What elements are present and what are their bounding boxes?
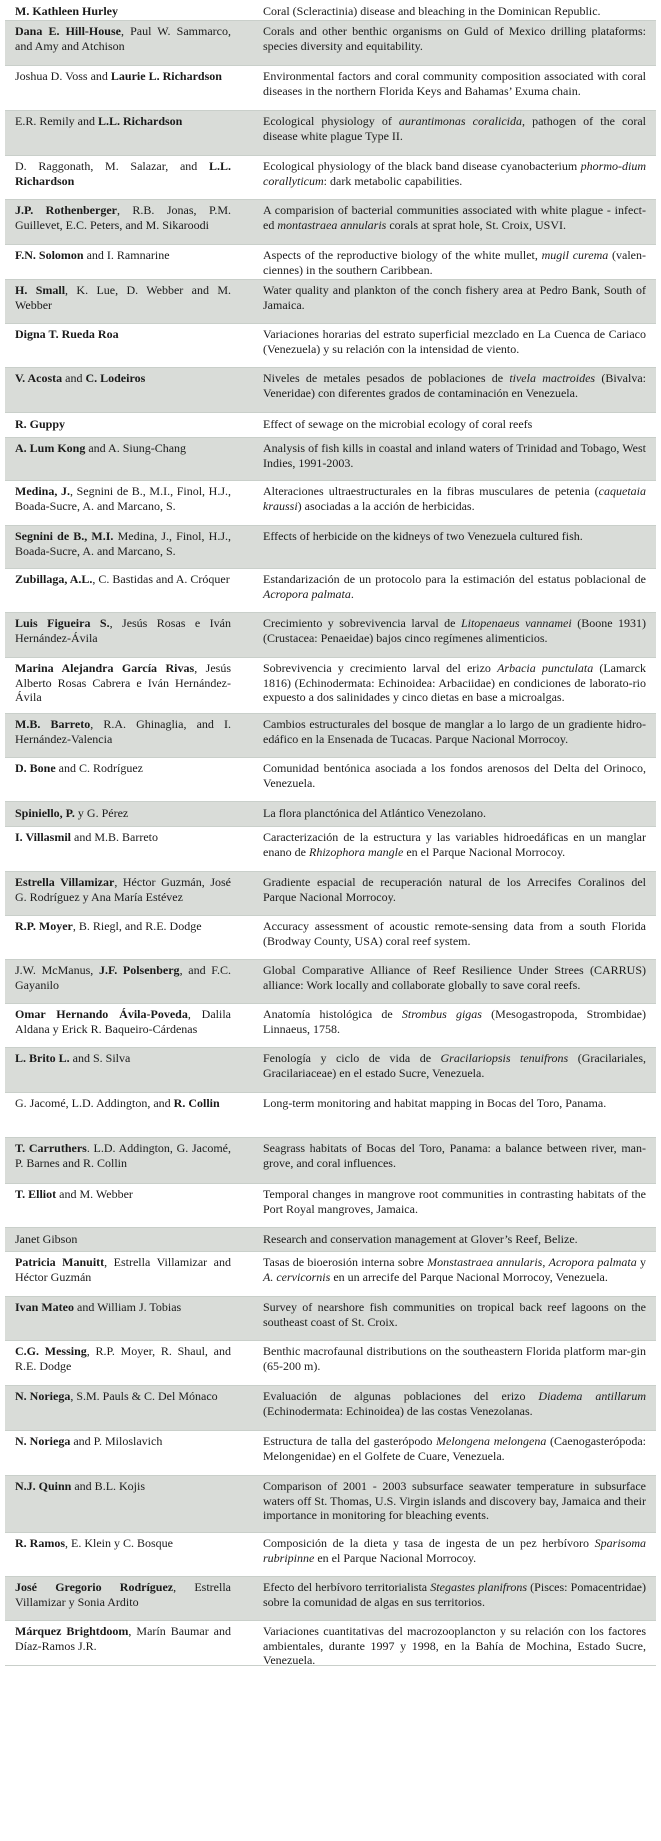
text-run: (Bivalva: Veneridae) con diferentes grados de contaminación en Venezuela. xyxy=(263,371,646,400)
title-cell xyxy=(239,111,650,155)
text-run: (Lamarck 1816) (Echinodermata: Echinoidea: Arbaciidae) en condiciones de laborato-rio expuesto a dos salinidades y cinco dietas en base a microalgas. xyxy=(263,661,646,704)
authors-cell xyxy=(11,916,239,959)
authors-cell xyxy=(11,872,239,915)
authors-cell xyxy=(11,1533,239,1576)
bold-text: F.N. Solomon xyxy=(15,248,84,262)
text-run: Benthic macrofaunal distributions on the southeastern Florida platform mar-gin (65-200 m). xyxy=(263,1344,646,1373)
text-run: , Héctor Guzmán, José G. Rodríguez y Ana María Estévez xyxy=(15,875,231,904)
bold-text: José Gregorio Rodríguez xyxy=(15,1580,174,1594)
bold-text: J.F. Polsenberg xyxy=(98,963,180,977)
table-row xyxy=(5,368,656,413)
table-row xyxy=(5,1138,656,1184)
title-cell xyxy=(239,1577,650,1620)
text-run: and I. Ramnarine xyxy=(83,248,170,262)
bold-text: Marina Alejandra García Rivas xyxy=(15,661,195,675)
text-run: Fenología y ciclo de vida de xyxy=(263,1051,441,1065)
bold-text: R. Guppy xyxy=(15,417,66,431)
text-run: (Caenogasterópoda: Melongenidae) en el Golfete de Cuare, Venezuela. xyxy=(263,1434,647,1463)
bold-text: N. Noriega xyxy=(15,1389,71,1403)
italic-text: Arbacia punctulata xyxy=(497,661,594,675)
bold-text: Estrella Villamizar xyxy=(15,875,115,889)
title-cell xyxy=(239,0,650,20)
text-run: , Estrella Villamizar y Sonia Ardito xyxy=(15,1580,231,1609)
bold-text: Omar Hernando Ávila-Poveda xyxy=(15,1007,188,1021)
table-row xyxy=(5,960,656,1004)
title-cell xyxy=(239,802,650,826)
bold-text: H. Small xyxy=(15,283,66,297)
italic-text: Rhizophora mangle xyxy=(308,844,404,859)
title-cell xyxy=(239,1533,650,1576)
bold-text: D. Bone xyxy=(15,761,56,775)
authors-cell xyxy=(11,21,239,65)
text-run: Temporal changes in mangrove root communities in contrasting habitats of the Port Royal mangroves, Jamaica. xyxy=(263,1187,646,1216)
italic-text: Stegastes planifrons xyxy=(430,1580,528,1594)
table-row xyxy=(5,1476,656,1533)
italic-text: montastraea annularis xyxy=(277,217,387,232)
authors-cell xyxy=(11,111,239,155)
table-row xyxy=(5,200,656,245)
authors-cell xyxy=(11,0,239,20)
italic-text: phormo-dium corallyticum xyxy=(263,159,646,188)
text-run: A comparision of bacterial communities associated with white plague - infect-ed xyxy=(263,203,646,232)
bold-text: N. Noriega xyxy=(15,1434,71,1448)
text-run: Accuracy assessment of acoustic remote-sensing data from a south Florida (Brodway County, USA) coral reef system. xyxy=(263,919,646,948)
text-run: Aspects of the reproductive biology of the white mullet, xyxy=(263,248,542,262)
bold-text: Segnini de B., M.I. xyxy=(15,529,114,543)
text-run: La flora planctónica del Atlántico Venezolano. xyxy=(263,806,487,820)
authors-cell xyxy=(11,280,239,323)
bold-text: C.G. Messing xyxy=(15,1344,87,1358)
italic-text: Diadema antillarum xyxy=(538,1389,647,1403)
text-run: y xyxy=(636,1255,647,1269)
text-run: , R.P. Moyer, R. Shaul, and R.E. Dodge xyxy=(15,1344,231,1373)
text-run: , R.A. Ghinaglia, and I. Hernández-Valencia xyxy=(15,717,232,746)
bold-text: T. Elliot xyxy=(15,1187,57,1201)
bold-text: N.J. Quinn xyxy=(15,1479,72,1493)
text-run: Niveles de metales pesados de poblaciones de xyxy=(263,371,510,385)
table-row xyxy=(5,1431,656,1476)
text-run: Seagrass habitats of Bocas del Toro, Panama: a balance between river, man-grove, and coral influences. xyxy=(263,1141,646,1170)
text-run: y G. Pérez xyxy=(74,806,129,820)
italic-text: Litopenaeus vannamei xyxy=(460,616,572,630)
text-run: : dark metabolic capabilities. xyxy=(323,173,463,188)
table-row xyxy=(5,758,656,802)
italic-text: A. cervicornis xyxy=(263,1269,331,1284)
authors-cell xyxy=(11,245,239,279)
text-run: Gradiente espacial de recuperación natural de los Arrecifes Coralinos del Parque Nacional Morrocoy. xyxy=(263,875,646,904)
authors-cell xyxy=(11,66,239,110)
table-row xyxy=(5,413,656,438)
title-cell xyxy=(239,613,650,657)
bold-text: Digna T. Rueda Roa xyxy=(15,327,119,341)
title-cell xyxy=(239,1476,650,1532)
text-run: Efecto del herbívoro territorialista xyxy=(263,1580,431,1594)
title-cell xyxy=(239,1138,650,1183)
table-row xyxy=(5,569,656,613)
italic-text: mugil curema xyxy=(541,248,609,262)
italic-text: Sparisoma rubripinne xyxy=(263,1536,646,1565)
authors-cell xyxy=(11,1386,239,1430)
italic-text: Monstastraea annularis xyxy=(427,1255,543,1269)
text-run: , Marín Baumar and Díaz-Ramos J.R. xyxy=(15,1624,231,1653)
text-run: Cambios estructurales del bosque de manglar a lo largo de un gradiente hidro-edáfico en la Ensenada de Tucacas. Parque Nacional Morrocoy. xyxy=(263,717,646,746)
text-run: and S. Silva xyxy=(69,1051,131,1065)
authors-cell xyxy=(11,1048,239,1092)
text-run: , Segnini de B., M.I., Finol, H.J., Boada-Sucre, A. and Marcano, S. xyxy=(15,484,231,513)
text-run: , Jesús Rosas e Iván Hernández-Ávila xyxy=(15,616,232,645)
table-row xyxy=(5,1252,656,1297)
text-run: Coral (Scleractinia) disease and bleaching in the Dominican Republic. xyxy=(263,4,601,18)
text-run: Ecological physiology of xyxy=(263,114,399,128)
italic-text: caquetaia kraussi xyxy=(263,484,646,513)
title-cell xyxy=(239,658,650,713)
text-run: and M.B. Barreto xyxy=(71,830,158,844)
bold-text: Patricia Manuitt xyxy=(15,1255,105,1269)
table-row xyxy=(5,156,656,200)
italic-text: Melongena melongena xyxy=(436,1434,547,1448)
text-run: , and F.C. Gayanilo xyxy=(15,963,232,992)
text-run: Global Comparative Alliance of Reef Resilience Under Strees (CARRUS) alliance: Work locally and collaborate globally to save coral reefs. xyxy=(263,963,646,992)
table-row xyxy=(5,613,656,658)
text-run: (Pisces: Pomacentridae) sobre la comunidad de algas en sus territorios. xyxy=(263,1580,646,1609)
text-run: Joshua D. Voss and xyxy=(15,69,111,83)
table-row xyxy=(5,21,656,66)
text-run: , K. Lue, D. Webber and M. Webber xyxy=(15,283,232,312)
text-run: , S.M. Pauls & C. Del Mónaco xyxy=(70,1389,218,1403)
text-run: ) asociadas a la acción de herbicidas. xyxy=(297,498,475,513)
text-run: Alteraciones ultraestructurales en la fibras musculares de petenia ( xyxy=(263,484,599,498)
title-cell xyxy=(239,1252,650,1296)
title-cell xyxy=(239,1228,650,1251)
authors-cell xyxy=(11,960,239,1003)
title-cell xyxy=(239,1048,650,1092)
title-cell xyxy=(239,66,650,110)
table-row xyxy=(5,1228,656,1252)
table-row xyxy=(5,1621,656,1666)
table-row xyxy=(5,324,656,368)
title-cell xyxy=(239,1184,650,1227)
bold-text: V. Acosta xyxy=(15,371,63,385)
text-run: corals at sprat hole, St. Croix, USVI. xyxy=(386,217,566,232)
text-run: and B.L. Kojis xyxy=(71,1479,146,1493)
authors-cell xyxy=(11,526,239,568)
bold-text: T. Carruthers xyxy=(15,1141,87,1155)
text-run: Anatomía histológica de xyxy=(263,1007,402,1021)
title-cell xyxy=(239,1386,650,1430)
bold-text: R. Collin xyxy=(173,1096,220,1110)
text-run: Comparison of 2001 - 2003 subsurface seawater temperature in subsurface waters off St. Thomas, U.S. Virgin islands and discovery bay, Jamaica and their importance in monitoring for bleaching events. xyxy=(263,1479,646,1522)
authors-cell xyxy=(11,438,239,480)
authors-cell xyxy=(11,1004,239,1047)
text-run: , R.B. Jonas, P.M. Guillevet, E.C. Peters, and M. Sikaroodi xyxy=(15,203,231,232)
table-row xyxy=(5,714,656,758)
authors-cell xyxy=(11,481,239,525)
authors-cell xyxy=(11,324,239,367)
table-row xyxy=(5,481,656,526)
text-run: en el Parque Nacional Morrocoy. xyxy=(314,1550,477,1565)
bold-text: Márquez Brightdoom xyxy=(15,1624,129,1638)
authors-cell xyxy=(11,569,239,612)
authors-cell xyxy=(11,1228,239,1251)
text-run: en el Parque Nacional Morrocoy. xyxy=(403,844,566,859)
text-run: Janet Gibson xyxy=(15,1232,78,1246)
authors-cell xyxy=(11,1093,239,1137)
bold-text: Ivan Mateo xyxy=(15,1300,74,1314)
text-run: . L.D. Addington, G. Jacomé, P. Barnes and R. Collin xyxy=(15,1141,231,1170)
text-run: Environmental factors and coral community composition associated with coral diseases in the northern Florida Keys and Bahamas’ Exuma chain. xyxy=(263,69,646,98)
text-run: and William J. Tobias xyxy=(74,1300,182,1314)
authors-cell xyxy=(11,1138,239,1183)
authors-cell xyxy=(11,1297,239,1340)
table-row xyxy=(5,280,656,324)
title-cell xyxy=(239,526,650,568)
title-cell xyxy=(239,1621,650,1665)
text-run: . xyxy=(350,586,354,601)
authors-cell xyxy=(11,827,239,871)
text-run: , Paul W. Sammarco, and Amy and Atchison xyxy=(15,24,231,53)
presentations-table xyxy=(5,0,656,1666)
text-run: (Mesogastropoda, Strombidae) Linnaeus, 1758. xyxy=(263,1007,646,1036)
table-row xyxy=(5,66,656,111)
authors-cell xyxy=(11,613,239,657)
text-run: Ecological physiology of the black band disease cyanobacterium xyxy=(263,159,581,173)
authors-cell xyxy=(11,368,239,412)
text-run: and xyxy=(62,371,86,385)
text-run: Effects of herbicide on the kidneys of two Venezuela cultured fish. xyxy=(263,529,583,543)
table-row xyxy=(5,438,656,481)
text-run: Effect of sewage on the microbial ecology of coral reefs xyxy=(263,417,533,431)
italic-text: Acropora palmata xyxy=(548,1255,637,1269)
text-run: , Jesús Alberto Rosas Cabrera e Iván Hernández-Ávila xyxy=(15,661,231,704)
table-row xyxy=(5,245,656,280)
text-run: Corals and other benthic organisms on Guld of Mexico drilling plataforms: species diversity and equitability. xyxy=(263,24,646,53)
table-row xyxy=(5,1093,656,1138)
bold-text: J.P. Rothenberger xyxy=(15,203,117,217)
authors-cell xyxy=(11,1184,239,1227)
text-run: Sobrevivencia y crecimiento larval del erizo xyxy=(263,661,498,675)
text-run: Variaciones horarias del estrato superficial mezclado en La Cuenca de Cariaco (Venezuela) y su relación con la intensidad de viento. xyxy=(263,327,646,356)
table-row xyxy=(5,1533,656,1577)
title-cell xyxy=(239,21,650,65)
title-cell xyxy=(239,280,650,323)
text-run: G. Jacomé, L.D. Addington, and xyxy=(15,1096,174,1110)
table-row xyxy=(5,1386,656,1431)
text-run: Comunidad bentónica asociada a los fondos arenosos del Delta del Orinoco, Venezuela. xyxy=(263,761,646,790)
bold-text: L. Brito L. xyxy=(15,1051,70,1065)
title-cell xyxy=(239,569,650,612)
table-row xyxy=(5,1577,656,1621)
title-cell xyxy=(239,1093,650,1137)
text-run: and A. Siung-Chang xyxy=(85,441,187,455)
text-run: and P. Miloslavich xyxy=(70,1434,163,1448)
title-cell xyxy=(239,960,650,1003)
text-run: , E. Klein y C. Bosque xyxy=(65,1536,173,1550)
bold-text: Spiniello, P. xyxy=(15,806,75,820)
italic-text: Strombus gigas xyxy=(401,1007,482,1021)
text-run: (Gracilariales, Gracilariaceae) en el estado Sucre, Venezuela. xyxy=(263,1051,646,1080)
text-run: and C. Rodríguez xyxy=(55,761,143,775)
authors-cell xyxy=(11,200,239,244)
table-row xyxy=(5,1297,656,1341)
table-row xyxy=(5,1004,656,1048)
text-run: , pathogen of the coral disease white plague Type II. xyxy=(263,114,646,143)
text-run: Variaciones cuantitativas del macrozooplancton y su relación con los factores ambientales, durante 1997 y 1998, en la Bahía de Mochina, Estado Sucre, Venezuela. xyxy=(263,1624,646,1667)
title-cell xyxy=(239,413,650,437)
text-run: , B. Riegl, and R.E. Dodge xyxy=(72,919,202,933)
text-run: Crecimiento y sobrevivencia larval de xyxy=(263,616,461,630)
title-cell xyxy=(239,714,650,757)
text-run: (valen-ciennes) in the southern Caribbean. xyxy=(263,248,646,277)
bold-text: Medina, J. xyxy=(15,484,70,498)
title-cell xyxy=(239,481,650,525)
table-row xyxy=(5,1184,656,1228)
authors-cell xyxy=(11,802,239,826)
text-run: Estructura de talla del gasterópodo xyxy=(263,1434,437,1448)
text-run: Caracterización de la estructura y las variables hidroedáficas en un manglar enano de xyxy=(263,830,646,859)
italic-text: Gracilariopsis tenuifrons xyxy=(440,1051,569,1065)
table-row xyxy=(5,658,656,714)
text-run: and M. Webber xyxy=(56,1187,133,1201)
table-row xyxy=(5,802,656,827)
text-run: Survey of nearshore fish communities on tropical back reef lagoons on the southeast coast of St. Croix. xyxy=(263,1300,646,1329)
table-row xyxy=(5,827,656,872)
authors-cell xyxy=(11,413,239,437)
table-row xyxy=(5,111,656,156)
bold-text: C. Lodeiros xyxy=(85,371,146,385)
authors-cell xyxy=(11,714,239,757)
text-run: J.W. McManus, xyxy=(15,963,99,977)
italic-text: tivela mactroides xyxy=(509,371,596,385)
text-run: , C. Bastidas and A. Cróquer xyxy=(92,572,230,586)
text-run: (Echinodermata: Echinoidea) de las costas Venezolanas. xyxy=(263,1403,533,1418)
table-row xyxy=(5,1341,656,1386)
text-run: en un arrecife del Parque Nacional Morrocoy, Venezuela. xyxy=(330,1269,608,1284)
bold-text: R. Ramos xyxy=(15,1536,65,1550)
authors-cell xyxy=(11,658,239,713)
authors-cell xyxy=(11,1621,239,1665)
text-run: Evaluación de algunas poblaciones del erizo xyxy=(263,1389,539,1403)
table-row xyxy=(5,526,656,569)
title-cell xyxy=(239,438,650,480)
bold-text: L.L. Richardson xyxy=(15,159,231,188)
title-cell xyxy=(239,156,650,199)
bold-text: M.B. Barreto xyxy=(15,717,91,731)
authors-cell xyxy=(11,1431,239,1475)
bold-text: Dana E. Hill-House xyxy=(15,24,121,38)
bold-text: M. Kathleen Hurley xyxy=(15,4,118,18)
title-cell xyxy=(239,827,650,871)
text-run: Research and conservation management at Glover’s Reef, Belize. xyxy=(263,1232,578,1246)
text-run: , Estrella Villamizar and Héctor Guzmán xyxy=(15,1255,231,1284)
title-cell xyxy=(239,1297,650,1340)
text-run: Medina, J., Finol, H.J., Boada-Sucre, A. and Marcano, S. xyxy=(15,529,231,558)
authors-cell xyxy=(11,1476,239,1532)
text-run: E.R. Remily and xyxy=(15,114,98,128)
authors-cell xyxy=(11,156,239,199)
bold-text: Laurie L. Richardson xyxy=(110,69,222,83)
title-cell xyxy=(239,758,650,801)
text-run: Analysis of fish kills in coastal and inland waters of Trinidad and Tobago, West Indies, 1991-2003. xyxy=(263,441,646,470)
title-cell xyxy=(239,872,650,915)
text-run: (Boone 1931) (Crustacea: Penaeidae) bajos cinco regímenes alimenticios. xyxy=(263,616,646,645)
text-run: Water quality and plankton of the conch fishery area at Pedro Bank, South of Jamaica. xyxy=(263,283,646,312)
text-run: , Dalila Aldana y Erick R. Baqueiro-Cárdenas xyxy=(15,1007,232,1036)
bold-text: I. Villasmil xyxy=(15,830,72,844)
text-run: , xyxy=(542,1255,549,1269)
bold-text: A. Lum Kong xyxy=(15,441,86,455)
table-row xyxy=(5,1048,656,1093)
title-cell xyxy=(239,368,650,412)
title-cell xyxy=(239,916,650,959)
table-row xyxy=(5,872,656,916)
bold-text: Zubillaga, A.L. xyxy=(15,572,93,586)
bold-text: Luis Figueira S. xyxy=(15,616,110,630)
authors-cell xyxy=(11,1577,239,1620)
title-cell xyxy=(239,245,650,279)
bold-text: L.L. Richardson xyxy=(98,114,183,128)
title-cell xyxy=(239,1341,650,1385)
title-cell xyxy=(239,1004,650,1047)
table-row xyxy=(5,916,656,960)
title-cell xyxy=(239,324,650,367)
table-row xyxy=(5,0,656,21)
bold-text: R.P. Moyer xyxy=(15,919,73,933)
authors-cell xyxy=(11,1252,239,1296)
text-run: Tasas de bioerosión interna sobre xyxy=(263,1255,428,1269)
italic-text: aurantimonas coralicida xyxy=(398,114,523,128)
italic-text: Acropora palmata xyxy=(263,586,351,601)
text-run: Long-term monitoring and habitat mapping in Bocas del Toro, Panama. xyxy=(263,1096,607,1110)
authors-cell xyxy=(11,1341,239,1385)
title-cell xyxy=(239,200,650,244)
text-run: Estandarización de un protocolo para la estimación del estatus poblacional de xyxy=(263,572,646,586)
title-cell xyxy=(239,1431,650,1475)
authors-cell xyxy=(11,758,239,801)
text-run: D. Raggonath, M. Salazar, and xyxy=(15,159,209,173)
text-run: Composición de la dieta y tasa de ingesta de un pez herbívoro xyxy=(263,1536,595,1550)
